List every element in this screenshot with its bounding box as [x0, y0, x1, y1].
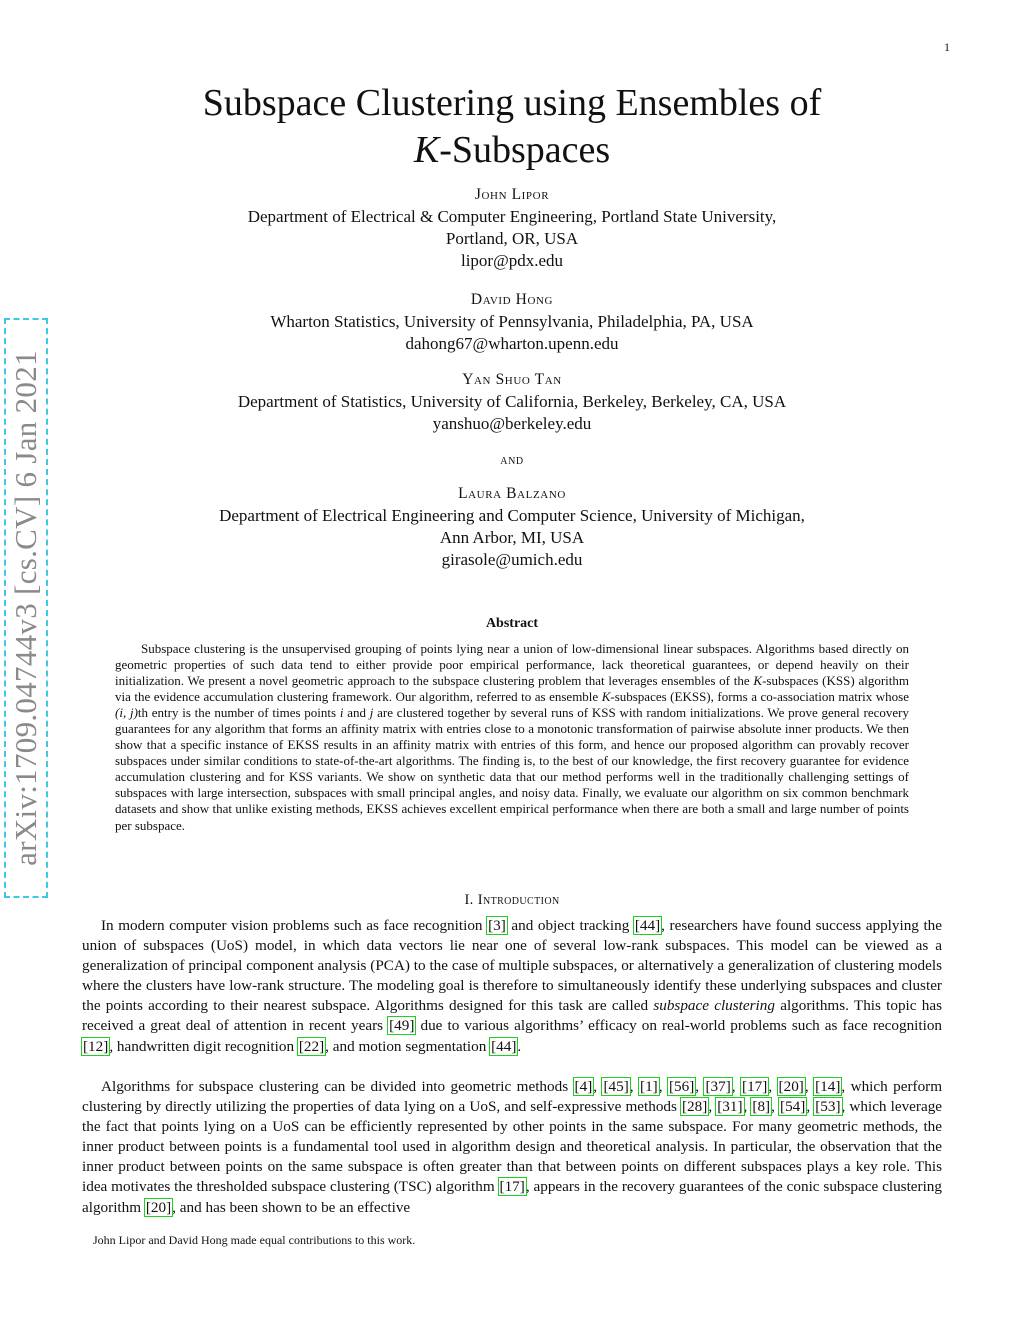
body-text: , which perform clustering by directly utilizing the properties of data lying on a UoS, and self-expressive methods	[82, 1078, 943, 1116]
title-line-1: Subspace Clustering using Ensembles of	[202, 82, 822, 124]
and-separator: and	[500, 453, 524, 468]
body-text: , researchers have found success applying the union of subspaces (UoS) model, in which data vectors lie near one of several low-rank subspaces. This model can be viewed as a generalization of principal component analysis (PCA) to the case of multiple subspaces, or alternatively a generalization of clustering models where the clusters have low-rank structure. The modeling goal is therefore to simultaneously identify these underlying subspaces and cluster the points according to their nearest subspace. Algorithms designed for this task are called	[82, 917, 942, 1015]
author-affiliation-line2: Ann Arbor, MI, USA	[439, 528, 585, 547]
citation-link[interactable]: [56]	[668, 1078, 695, 1095]
citation-link[interactable]: [45]	[603, 1078, 629, 1095]
arxiv-identifier-stamp[interactable]: arXiv:1709.04744v3 [cs.CV] 6 Jan 2021	[4, 318, 48, 898]
abstract-heading: Abstract	[485, 616, 539, 631]
author-block-hong	[110, 289, 914, 355]
body-text: and object tracking	[506, 917, 634, 934]
abstract-body	[115, 641, 909, 834]
body-text: , appears in the recovery guarantees of the conic subspace clustering algorithm	[82, 1178, 942, 1216]
author-email[interactable]: yanshuo@berkeley.edu	[432, 414, 592, 433]
body-text: .	[517, 1037, 522, 1055]
body-text: , and motion segmentation	[325, 1037, 491, 1055]
citation-link[interactable]: [12]	[83, 1037, 109, 1055]
citation-link[interactable]: [53]	[815, 1098, 841, 1116]
body-text: due to various algorithms’ efficacy on real-world problems such as face recognition	[415, 1017, 943, 1035]
author-affiliation: Wharton Statistics, University of Pennsylvania, Philadelphia, PA, USA	[270, 312, 754, 331]
body-text: Algorithms for subspace clustering can be divided into geometric methods	[101, 1078, 574, 1095]
citation-link[interactable]: [28]	[682, 1098, 708, 1116]
citation-link[interactable]: [44]	[634, 917, 661, 934]
math-k: K	[753, 673, 763, 689]
math-ij: (i, j)	[115, 705, 138, 721]
abstract-text: th entry is the number of times points	[137, 705, 340, 721]
footnote: John Lipor and David Hong made equal contributions to this work.	[93, 1233, 416, 1247]
author-block-balzano	[110, 483, 914, 571]
citation-link[interactable]: [17]	[499, 1178, 525, 1196]
author-affiliation: Department of Electrical & Computer Engineering, Portland State University,	[247, 207, 777, 226]
body-text: , and has been shown to be an effective	[172, 1198, 411, 1216]
author-email[interactable]: girasole@umich.edu	[441, 550, 583, 569]
body-text: algorithms. This topic has received a great deal of attention in recent years	[82, 997, 942, 1035]
author-email[interactable]: dahong67@wharton.upenn.edu	[405, 334, 619, 353]
citation-link[interactable]: [37]	[705, 1078, 731, 1095]
citation-link[interactable]: [49]	[389, 1017, 415, 1035]
author-name: John Lipor	[474, 186, 550, 203]
citation-link[interactable]: [31]	[717, 1098, 743, 1116]
math-k: K	[601, 689, 611, 705]
author-name: David Hong	[470, 291, 554, 308]
citation-link[interactable]: [1]	[640, 1078, 658, 1095]
author-name: Laura Balzano	[458, 485, 566, 502]
abstract-text: are clustered together by several runs of KSS with random initializations. We prove general recovery guarantees for any algorithm that forms an affinity matrix with entries close to a monotonic transformation of pairwise absolute inner products. We then show that a specific instance of EKSS results in an affinity matrix with entries of this form, and hence our proposed algorithm can provably recover subspaces under similar conditions to state-of-the-art algorithms. The finding is, to the best of our knowledge, the first recovery guarantee for evidence accumulation clustering and for KSS variants. We show on synthetic data that our method performs well in the traditionally challenging settings of subspaces with large intersection, subspaces with small principal angles, and noisy data. Finally, we evaluate our algorithm on six common benchmark datasets and show that unlike existing methods, EKSS achieves excellent empirical performance when there are both a small and large number of points per subspace.	[115, 705, 909, 833]
abstract-text: Subspace clustering is the unsupervised grouping of points lying near a union of low-dimensional linear subspaces. Algorithms based directly on geometric properties of such data tend to either provide poor empirical performance, lack theoretical guarantees, or depend heavily on their initialization. We present a novel geometric approach to the subspace clustering problem that leverages ensembles of the	[115, 641, 909, 689]
title-k-symbol: K	[413, 129, 440, 171]
citation-link[interactable]: [17]	[742, 1078, 768, 1095]
abstract-text: -subspaces (EKSS), forms a co-association matrix whose	[610, 689, 909, 705]
emphasis-term: subspace clustering	[653, 997, 775, 1015]
page-number: 1	[944, 40, 950, 54]
abstract-text: -subspaces (KSS) algorithm via the evidence accumulation clustering framework. Our algorithm, referred to as ensemble	[115, 673, 909, 705]
body-text: In modern computer vision problems such as face recognition	[101, 917, 488, 934]
author-block-lipor	[110, 184, 914, 272]
body-text: , which leverage the fact that points lying on a UoS can be efficiently represented by other points in the same subspace. For many geometric methods, the inner product between points is a fundamental tool used in algorithm design and theoretical analysis. In particular, the observation that the inner product between points on the same subspace is often greater than that between points on different subspaces plays a key role. This idea motivates the thresholded subspace clustering (TSC) algorithm	[82, 1098, 943, 1196]
citation-link[interactable]: [3]	[488, 917, 506, 934]
citation-link[interactable]: [20]	[145, 1198, 172, 1216]
author-email[interactable]: lipor@pdx.edu	[460, 251, 564, 270]
citation-link[interactable]: [44]	[491, 1037, 517, 1055]
intro-paragraph-2: Algorithms for subspace clustering can be divided into geometric methods [4], [45], [1], [56], [37], [17], [20], [14], which perform clustering by directly utilizing the properties of data lying on a UoS, and self-expressive methods [28], [31], [8], [54], [53], which leverage the fact that points lying on a UoS can be efficiently represented by other points in the same subspace. For many geometric methods, the inner product between points is a fundamental tool used in algorithm design and theoretical analysis. In particular, the observation that the inner product between points on the same subspace is often greater than that between points on different subspaces plays a key role. This idea motivates the thresholded subspace clustering (TSC) algorithm [17], appears in the recovery guarantees of the conic subspace clustering algorithm [20], and has been shown to be an effective	[82, 1078, 943, 1216]
section-heading-introduction: I. Introduction	[464, 892, 560, 908]
intro-paragraph-1	[82, 916, 942, 1057]
paper-title	[110, 80, 914, 174]
citation-link[interactable]: [22]	[298, 1037, 325, 1055]
math-i: i	[339, 705, 344, 721]
citation-link[interactable]: [8]	[752, 1098, 771, 1116]
citation-link[interactable]: [20]	[778, 1078, 804, 1095]
citation-link[interactable]: [54]	[780, 1098, 806, 1116]
author-affiliation: Department of Statistics, University of California, Berkeley, Berkeley, CA, USA	[237, 392, 787, 411]
author-name: Yan Shuo Tan	[462, 371, 562, 388]
author-affiliation: Department of Electrical Engineering and Computer Science, University of Michigan,	[219, 506, 805, 525]
math-j: j	[369, 705, 374, 721]
citation-link[interactable]: [4]	[574, 1078, 593, 1095]
citation-link[interactable]: [14]	[815, 1078, 841, 1095]
title-line-2: -Subspaces	[439, 129, 611, 171]
author-affiliation-line2: Portland, OR, USA	[445, 229, 579, 248]
body-text: , handwritten digit recognition	[109, 1037, 298, 1055]
author-block-tan	[110, 369, 914, 435]
abstract-text: and	[343, 705, 370, 721]
